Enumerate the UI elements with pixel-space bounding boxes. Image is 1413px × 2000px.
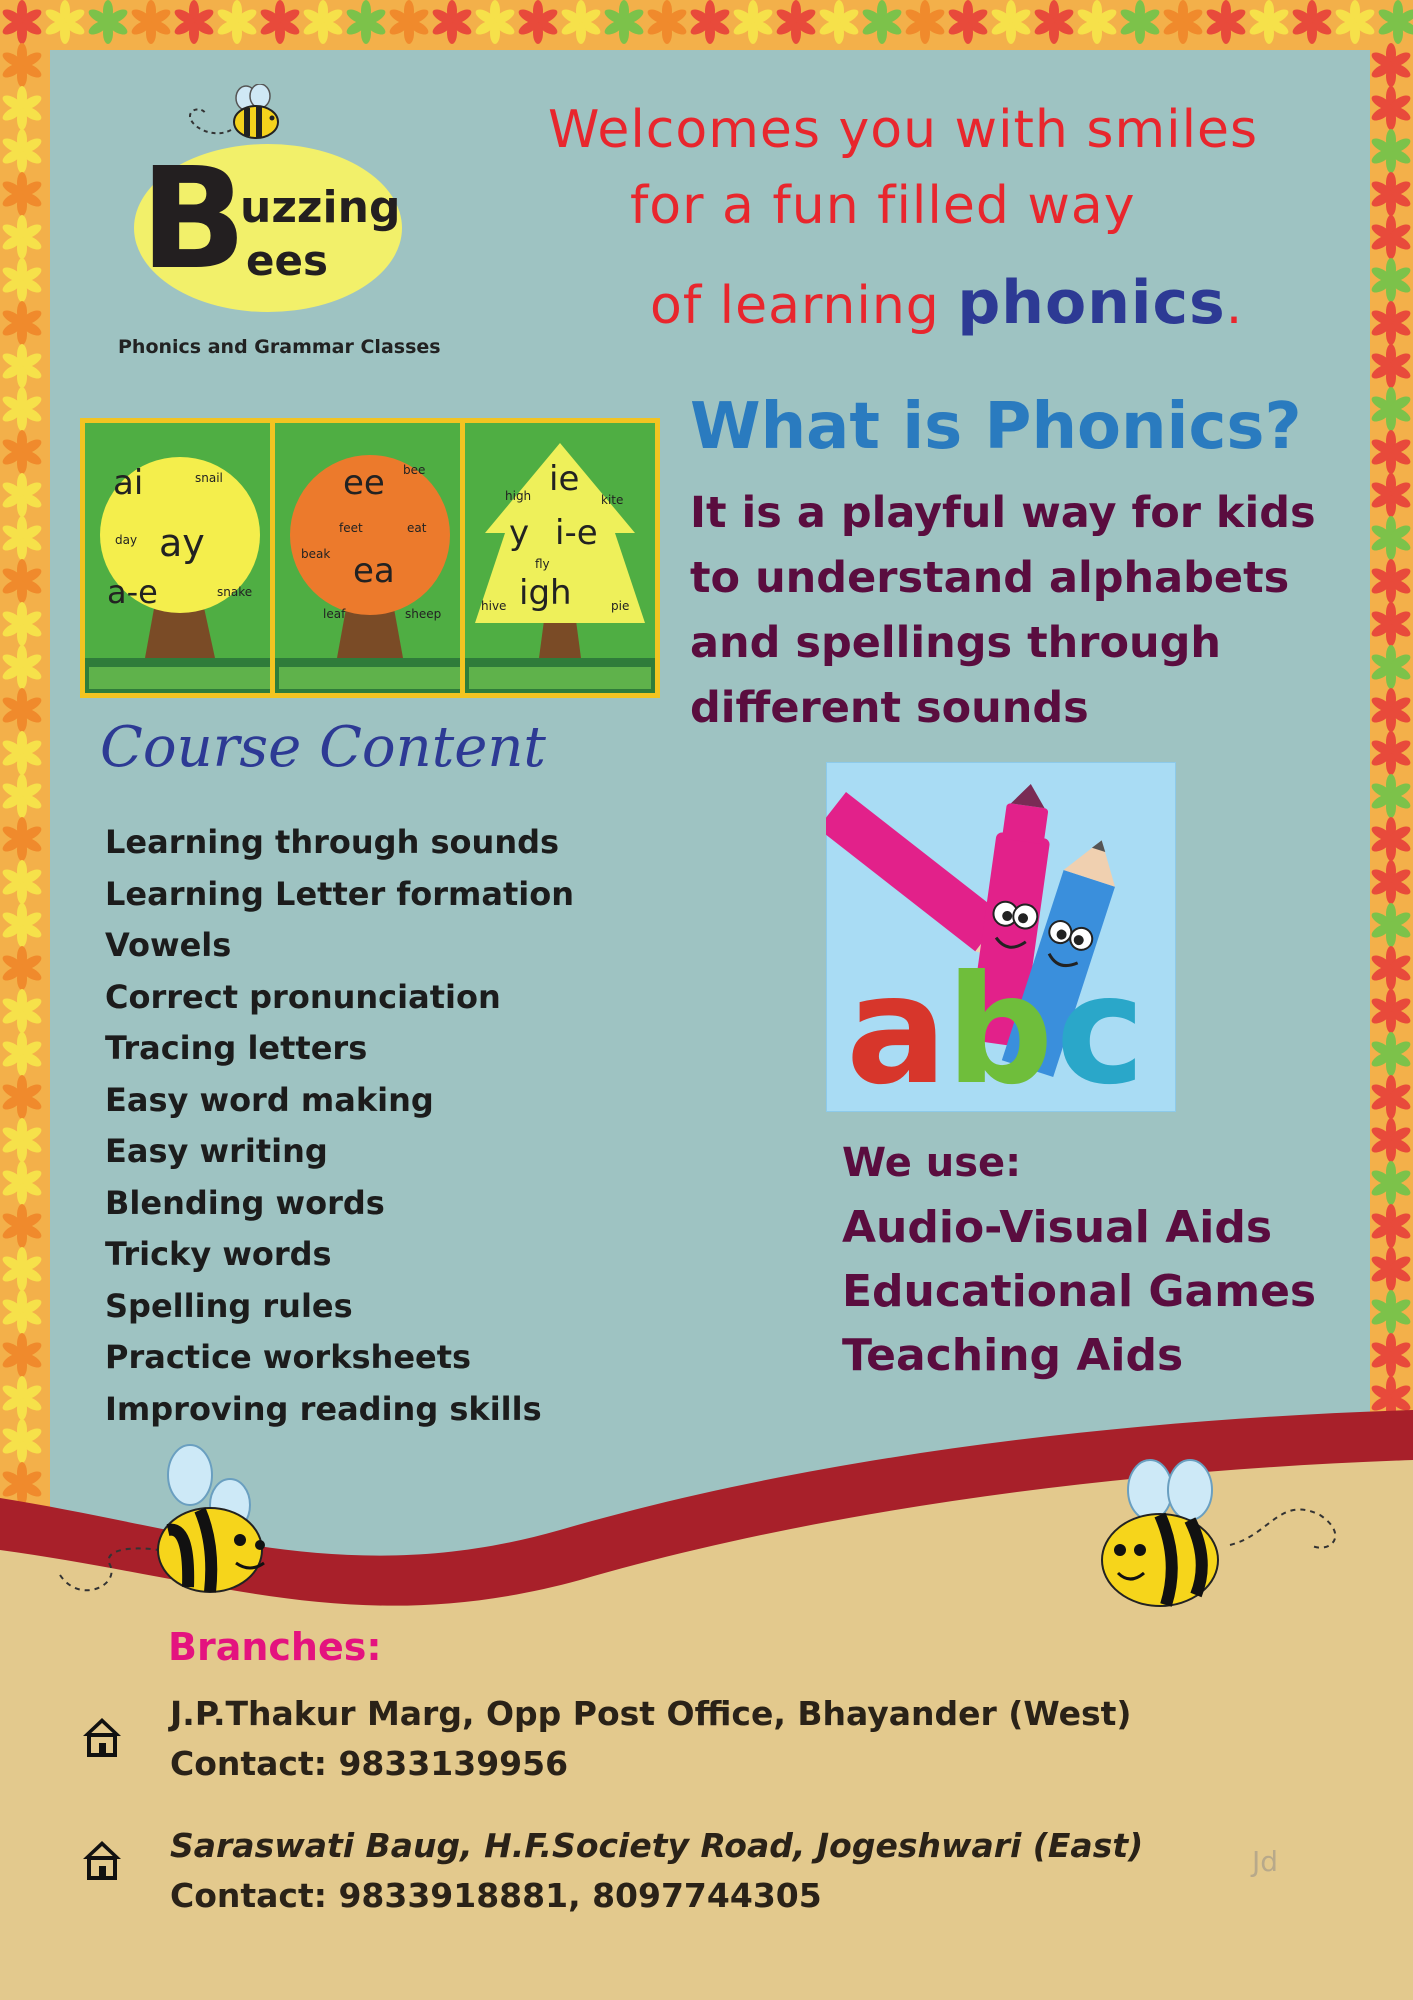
headline-line-3-suffix: . xyxy=(1225,276,1244,336)
logo-bee-trail xyxy=(176,100,236,140)
course-item: Blending words xyxy=(105,1183,385,1222)
card-1-small-day: day xyxy=(115,533,138,547)
course-content-title: Course Content xyxy=(100,715,546,780)
what-line-1: It is a playful way for kids xyxy=(690,488,1316,538)
card-1-small-snake: snake xyxy=(217,585,253,599)
card-3-small-pie: pie xyxy=(611,599,630,613)
card-1-word-ai: ai xyxy=(113,463,144,503)
course-item: Tricky words xyxy=(105,1235,332,1273)
we-use-item: Educational Games xyxy=(842,1266,1317,1317)
abc-letter-c: c xyxy=(1056,944,1145,1112)
logo-tagline: Phonics and Grammar Classes xyxy=(118,336,441,358)
branch-1-contact: Contact: 9833139956 xyxy=(170,1744,569,1783)
logo-word-ees: ees xyxy=(246,236,328,285)
we-use-title: We use: xyxy=(842,1140,1022,1186)
headline-line-3-prefix: of learning xyxy=(650,276,958,336)
card-3-word-igh: igh xyxy=(519,573,572,613)
card-3-small-kite: kite xyxy=(601,493,624,507)
course-item: Easy writing xyxy=(105,1132,328,1170)
we-use-item: Audio-Visual Aids xyxy=(842,1202,1273,1253)
card-2-word-ea: ea xyxy=(353,551,395,591)
card-2-small-eat: eat xyxy=(407,521,427,535)
course-item: Learning through sounds xyxy=(105,823,560,861)
card-2-small-bee: bee xyxy=(403,463,426,477)
card-3-word-y: y xyxy=(509,513,530,553)
course-item: Correct pronunciation xyxy=(105,977,501,1016)
card-3-word-i-e: i-e xyxy=(555,513,598,553)
we-use-item: Teaching Aids xyxy=(842,1330,1184,1381)
logo-letter-b: B xyxy=(140,138,247,301)
headline-phonics-word: phonics xyxy=(957,268,1226,338)
card-1-word-ay: ay xyxy=(159,521,205,565)
branch-2-address: Saraswati Baug, H.F.Society Road, Jogeshwari (East) xyxy=(170,1826,1144,1865)
course-item: Learning Letter formation xyxy=(105,874,575,913)
card-3-small-fly: fly xyxy=(535,557,550,571)
home-icon xyxy=(80,1715,124,1757)
phonics-card-ie xyxy=(460,418,660,698)
card-2-small-feet: feet xyxy=(339,521,363,535)
card-2-small-leaf: leaf xyxy=(323,607,346,621)
card-1-small-snail: snail xyxy=(195,471,223,485)
course-item: Tracing letters xyxy=(105,1029,368,1067)
headline-line-1: Welcomes you with smiles xyxy=(548,100,1259,160)
card-2-small-beak: beak xyxy=(301,547,331,561)
phonics-card-ai xyxy=(80,418,280,698)
right-bee-icon xyxy=(1080,1455,1360,1625)
course-item: Improving reading skills xyxy=(105,1389,542,1428)
headline-line-3 xyxy=(650,268,1243,338)
branch-1-address: J.P.Thakur Marg, Opp Post Office, Bhayander (West) xyxy=(170,1694,1132,1733)
card-3-small-hive: hive xyxy=(481,599,507,613)
course-item: Spelling rules xyxy=(105,1286,353,1325)
abc-letter-a: a xyxy=(846,944,948,1112)
card-3-small-high: high xyxy=(505,489,532,503)
what-is-phonics-title: What is Phonics? xyxy=(690,390,1302,464)
phonics-card-ee xyxy=(270,418,470,698)
card-2-word-ee: ee xyxy=(343,463,385,503)
course-item: Vowels xyxy=(105,926,232,964)
card-3-word-ie: ie xyxy=(549,459,580,499)
watermark: Jd xyxy=(1252,1845,1279,1878)
course-item: Practice worksheets xyxy=(105,1338,472,1376)
headline-line-2: for a fun filled way xyxy=(630,176,1136,236)
home-icon xyxy=(80,1838,124,1880)
card-2-small-sheep: sheep xyxy=(405,607,442,621)
card-1-word-a-e: a-e xyxy=(107,573,158,611)
abc-letter-b: b xyxy=(946,944,1054,1112)
abc-pencils-graphic xyxy=(826,762,1176,1112)
branches-title: Branches: xyxy=(168,1625,382,1669)
branch-2-contact: Contact: 9833918881, 8097744305 xyxy=(170,1876,822,1915)
logo-word-uzzing: uzzing xyxy=(240,182,401,233)
what-line-2: to understand alphabets xyxy=(690,553,1290,603)
left-bee-icon xyxy=(40,1435,290,1605)
course-item: Easy word making xyxy=(105,1080,434,1119)
what-line-4: different sounds xyxy=(690,683,1089,733)
what-line-3: and spellings through xyxy=(690,618,1222,668)
